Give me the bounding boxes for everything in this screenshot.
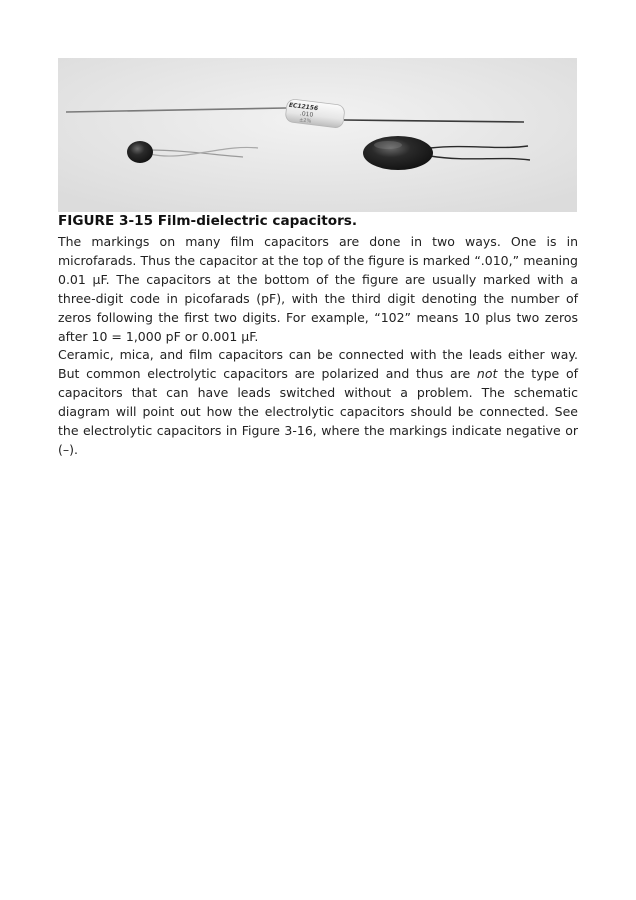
dark-cap-highlight [374, 141, 402, 149]
marking-line2: .010 [299, 110, 314, 119]
photo-background [58, 58, 577, 212]
paragraph-electrolytic-part1: Ceramic, mica, and film capacitors can be connected with the leads either way. But common electrolytic capacitors are polarized and thus are [58, 347, 578, 381]
capacitors-photo [58, 58, 577, 212]
marking-line1: EC12156 [288, 101, 319, 113]
figure-caption: FIGURE 3-15 Film-dielectric capacitors. [58, 213, 358, 229]
dark-cap-body [363, 136, 433, 170]
paragraph-film-markings: The markings on many film capacitors are done in two ways. One is in microfarads. Thus the capacitor at the top of the figure is marked “.010,” meaning 0.01 µF. The capacitors at the bottom of the figure are usually marked with a three-digit code in picofarads (pF), with the third digit denoting the number of zeros following the first two digits. For example, “102” means 10 plus two zeros after 10 = 1,000 pF or 0.001 µF. [58, 234, 578, 344]
emphasis-not: not [476, 366, 498, 381]
capacitors-photo-drawing [58, 58, 577, 212]
small-cap-body [127, 141, 153, 163]
marking-line3: ±2% [298, 117, 312, 125]
paragraph-electrolytic-part2: the type of capacitors that can have leads switched without a problem. The schematic diagram will point out how the electrolytic capacitors should be connected. See the electrolytic capacitors in Figure 3-16, where the markings indicate negative or (–). [58, 366, 578, 457]
paragraph-electrolytic [58, 345, 578, 459]
